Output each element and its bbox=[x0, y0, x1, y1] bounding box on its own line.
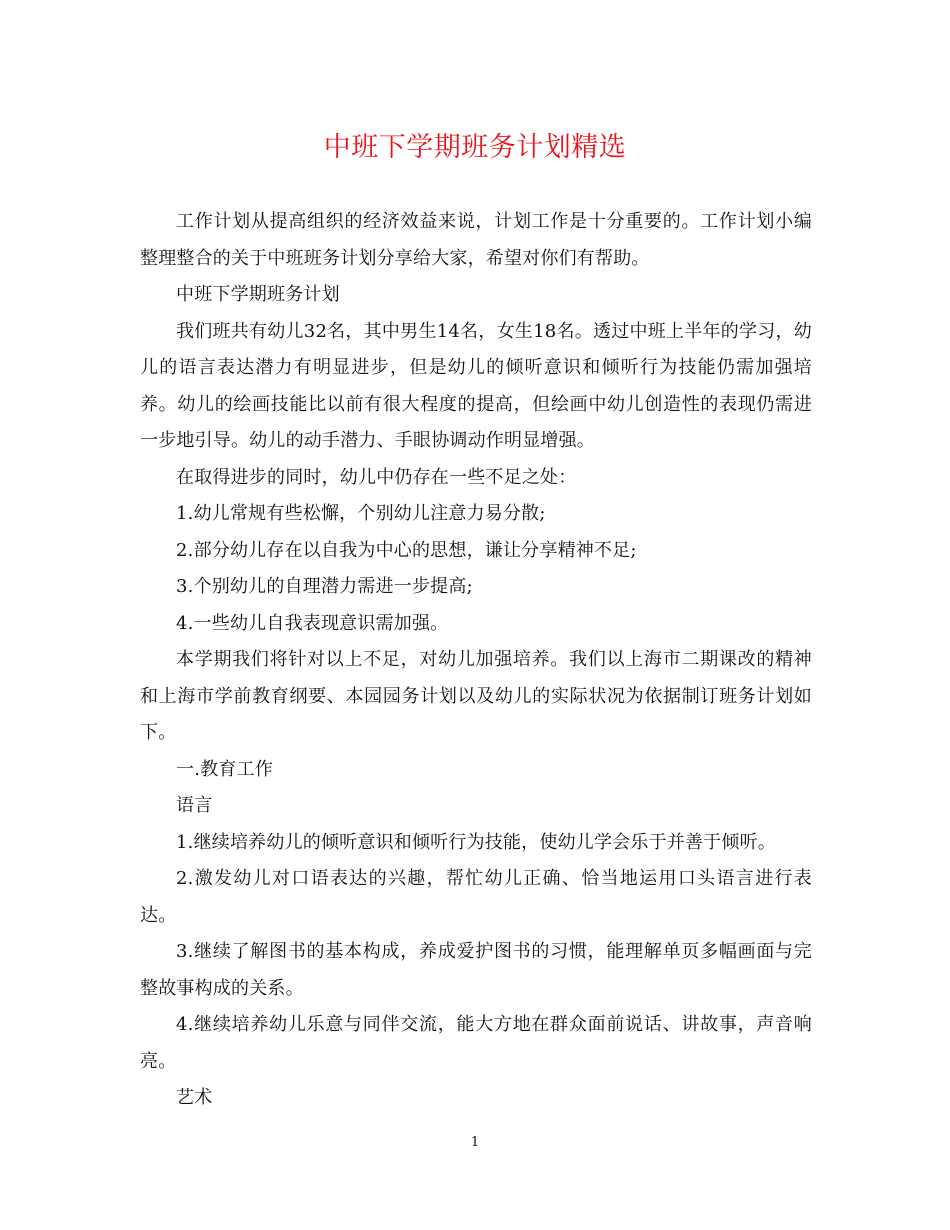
language-item-1: 1.继续培养幼儿的倾听意识和倾听行为技能，使幼儿学会乐于并善于倾听。 bbox=[176, 831, 776, 853]
document-title: 中班下学期班务计划精选 bbox=[323, 132, 627, 163]
class-situation-paragraph: 我们班共有幼儿32名，其中男生14名，女生18名。透过中班上半年的学习，幼儿的语言表达潜力有明显进步，但是幼儿的倾听意识和倾听行为技能仍需加强培养。幼儿的绘画技能比以前有很大程度的提高，但绘画中幼儿创造性的表现仍需进一步地引导。幼儿的动手潜力、手眼协调动作明显增强。 bbox=[140, 320, 812, 451]
section-heading-education: 一.教育工作 bbox=[176, 758, 273, 780]
language-item-4: 4.继续培养幼儿乐意与同伴交流，能大方地在群众面前说话、讲故事，声音响亮。 bbox=[140, 1014, 812, 1072]
document-body bbox=[140, 204, 812, 1117]
intro-paragraph: 工作计划从提高组织的经济效益来说，计划工作是十分重要的。工作计划小编整理整合的关于中班班务计划分享给大家，希望对你们有帮助。 bbox=[140, 211, 812, 269]
shortcoming-item-1: 1.幼儿常规有些松懈，个别幼儿注意力易分散; bbox=[176, 503, 546, 524]
shortcoming-item-2: 2.部分幼儿存在以自我为中心的思想，谦让分享精神不足; bbox=[176, 539, 637, 561]
shortcomings-intro: 在取得进步的同时，幼儿中仍存在一些不足之处： bbox=[176, 466, 577, 488]
language-item-2: 2.激发幼儿对口语表达的兴趣，帮忙幼儿正确、恰当地运用口头语言进行表达。 bbox=[140, 868, 812, 926]
semester-plan-paragraph: 本学期我们将针对以上不足，对幼儿加强培养。我们以上海市二期课改的精神和上海市学前教育纲要、本园园务计划以及幼儿的实际状况为依据制订班务计划如下。 bbox=[140, 649, 812, 743]
subsection-heading-language: 语言 bbox=[176, 795, 213, 816]
page-number: 1 bbox=[470, 1135, 480, 1150]
shortcoming-item-3: 3.个别幼儿的自理潜力需进一步提高; bbox=[176, 576, 473, 597]
shortcoming-item-4: 4.一些幼儿自我表现意识需加强。 bbox=[176, 612, 449, 634]
language-item-3: 3.继续了解图书的基本构成，养成爱护图书的习惯，能理解单页多幅画面与完整故事构成的关系。 bbox=[140, 941, 812, 999]
plan-heading: 中班下学期班务计划 bbox=[176, 284, 340, 305]
subsection-heading-art: 艺术 bbox=[176, 1087, 213, 1108]
